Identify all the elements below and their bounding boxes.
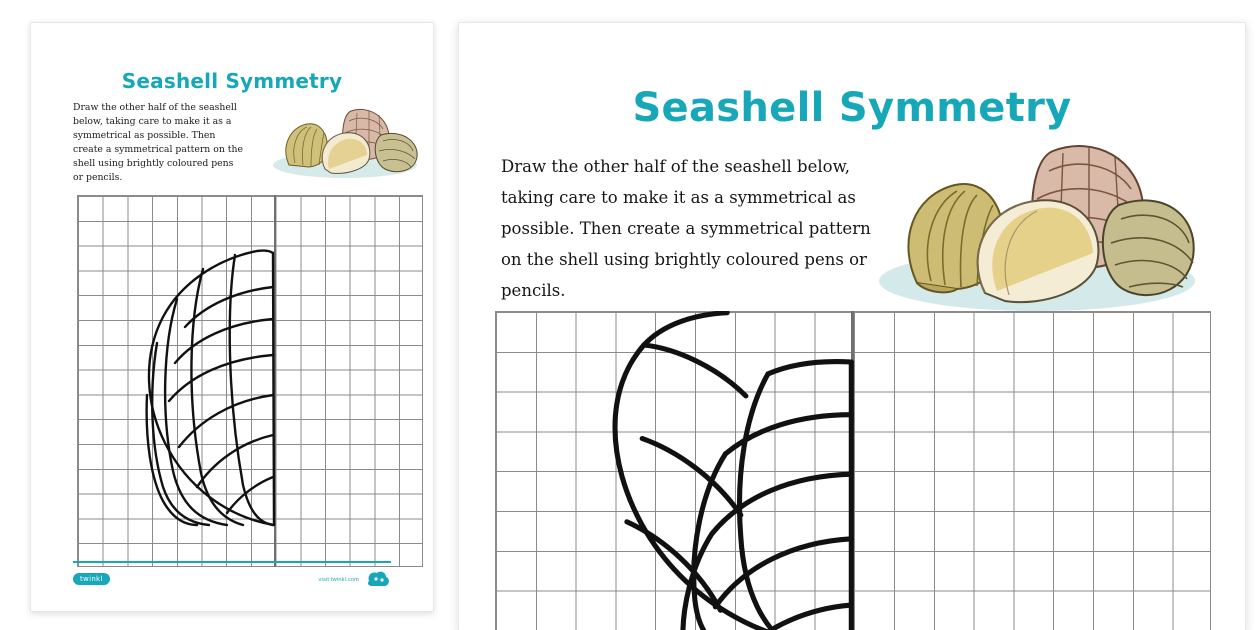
worksheet-instructions: Draw the other half of the seashell below, taking care to make it as a symmetrical as possible. Then create a symmetrical pattern on the shell using brightly coloured pens or pencils. xyxy=(501,157,871,300)
thumbnail-footer-rule xyxy=(73,561,391,563)
thumbnail-page-title: Seashell Symmetry xyxy=(121,69,343,93)
twinkl-brand-badge[interactable]: twinkl xyxy=(73,573,110,585)
page-title: Seashell Symmetry xyxy=(632,85,1072,131)
twinkl-logo-icon xyxy=(365,569,391,591)
half-shell-drawing xyxy=(495,311,1211,630)
twinkl-url-text[interactable]: visit twinkl.com xyxy=(318,577,359,583)
seashell-photo xyxy=(259,95,427,181)
seashell-photo xyxy=(857,123,1209,319)
thumbnail-instructions: Draw the other half of the seashell below, taking care to make it as a symmetrical as possible. Then create a symmetrical pattern on the shell using brightly coloured pens or pencils. xyxy=(73,102,243,183)
thumbnail-half-shell-drawing xyxy=(77,195,423,567)
thumbnail-sheet[interactable] xyxy=(30,22,434,612)
worksheet-sheet[interactable] xyxy=(458,22,1246,630)
